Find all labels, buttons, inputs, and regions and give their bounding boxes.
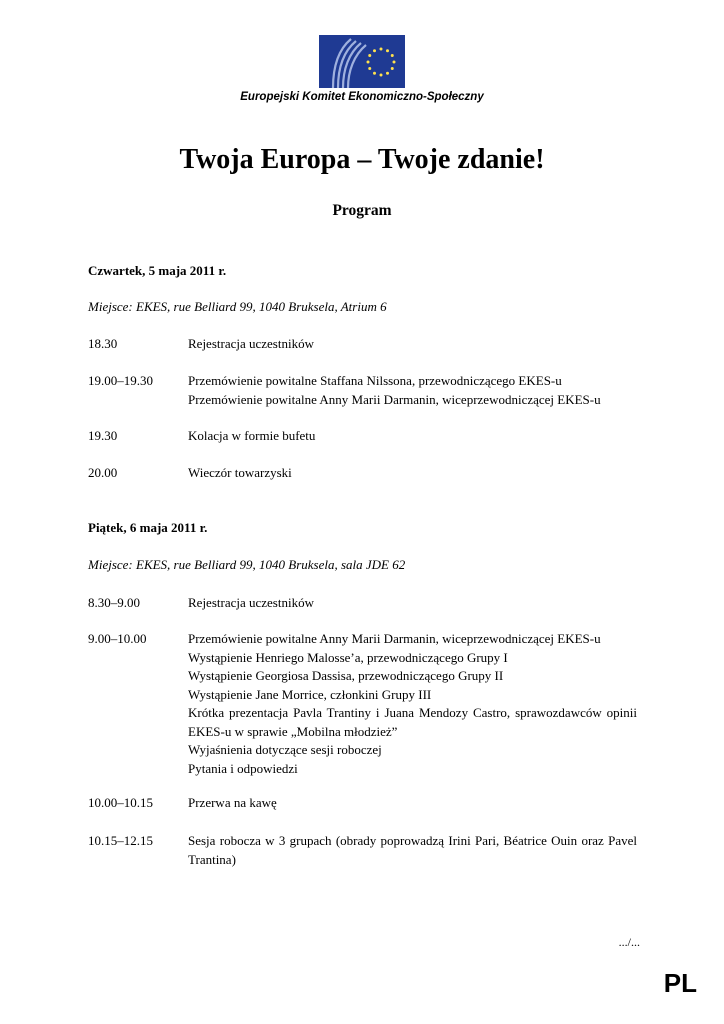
eu-star-icon <box>393 61 396 64</box>
schedule-time: 19.30 <box>88 428 118 443</box>
schedule-item: Krótka prezentacja Pavla Trantiny i Juana Mendozy Castro, sprawozdawców opinii EKES-u w sprawie „Mobilna młodzież” <box>188 705 637 739</box>
schedule-item: Kolacja w formie bufetu <box>188 428 316 443</box>
schedule-row <box>88 372 637 409</box>
schedule-item: Przemówienie powitalne Anny Marii Darmanin, wiceprzewodniczącej EKES-u <box>188 391 601 407</box>
eu-star-icon <box>391 67 394 70</box>
schedule-item: Wystąpienie Henriego Malosse’a, przewodniczącego Grupy I <box>188 649 508 665</box>
page-subtitle: Program <box>332 202 392 219</box>
continuation-mark: .../... <box>618 935 640 949</box>
schedule-time: 10.15–12.15 <box>88 833 153 848</box>
schedule-item: Przerwa na kawę <box>188 795 277 810</box>
schedule-row <box>88 464 637 483</box>
schedule-item: Sesja robocza w 3 grupach (obrady poprowadzą Irini Pari, Béatrice Ouin oraz Pavel Trantina) <box>188 833 637 867</box>
eu-star-icon <box>368 67 371 70</box>
schedule-time: 9.00–10.00 <box>88 631 147 646</box>
schedule-time: 8.30–9.00 <box>88 595 140 610</box>
schedule-item: Przemówienie powitalne Staffana Nilssona, przewodniczącego EKES-u <box>188 373 562 388</box>
schedule-item: Wieczór towarzyski <box>188 465 292 480</box>
eu-star-icon <box>391 54 394 57</box>
schedule-item: Rejestracja uczestników <box>188 336 314 351</box>
schedule-row <box>88 794 637 813</box>
schedule-time: 18.30 <box>88 336 118 351</box>
schedule-row <box>88 832 637 869</box>
schedule-time: 20.00 <box>88 465 118 480</box>
schedule-time: 10.00–10.15 <box>88 795 153 810</box>
eesc-logo-icon <box>319 35 405 88</box>
schedule-item: Wyjaśnienia dotyczące sesji roboczej <box>188 742 382 757</box>
eu-star-icon <box>386 72 389 75</box>
schedule-row <box>88 427 637 446</box>
eu-star-icon <box>368 54 371 57</box>
venue-text: Miejsce: EKES, rue Belliard 99, 1040 Bruksela, Atrium 6 <box>88 299 387 314</box>
day-heading: Piątek, 6 maja 2011 r. <box>88 520 208 535</box>
eu-star-icon <box>380 74 383 77</box>
schedule-row <box>88 335 637 354</box>
eu-star-icon <box>367 61 370 64</box>
venue-text: Miejsce: EKES, rue Belliard 99, 1040 Bruksela, sala JDE 62 <box>88 557 406 572</box>
eu-star-icon <box>373 72 376 75</box>
schedule-row <box>88 594 637 613</box>
organization-name: Europejski Komitet Ekonomiczno-Społeczny <box>240 91 484 103</box>
schedule-time: 19.00–19.30 <box>88 373 153 388</box>
schedule-item: Wystąpienie Georgiosa Dassisa, przewodniczącego Grupy II <box>188 668 504 683</box>
schedule-item: Rejestracja uczestników <box>188 595 314 610</box>
page-title: Twoja Europa – Twoje zdanie! <box>179 144 545 175</box>
schedule-row <box>88 630 637 778</box>
schedule-item: Pytania i odpowiedzi <box>188 760 298 776</box>
eu-star-icon <box>380 48 383 51</box>
eu-star-icon <box>386 49 389 52</box>
language-code: PL <box>663 968 697 998</box>
day-heading: Czwartek, 5 maja 2011 r. <box>88 263 227 278</box>
schedule-item: Wystąpienie Jane Morrice, członkini Grupy III <box>188 686 432 702</box>
eu-star-icon <box>373 49 376 52</box>
schedule-item: Przemówienie powitalne Anny Marii Darmanin, wiceprzewodniczącej EKES-u <box>188 631 601 646</box>
